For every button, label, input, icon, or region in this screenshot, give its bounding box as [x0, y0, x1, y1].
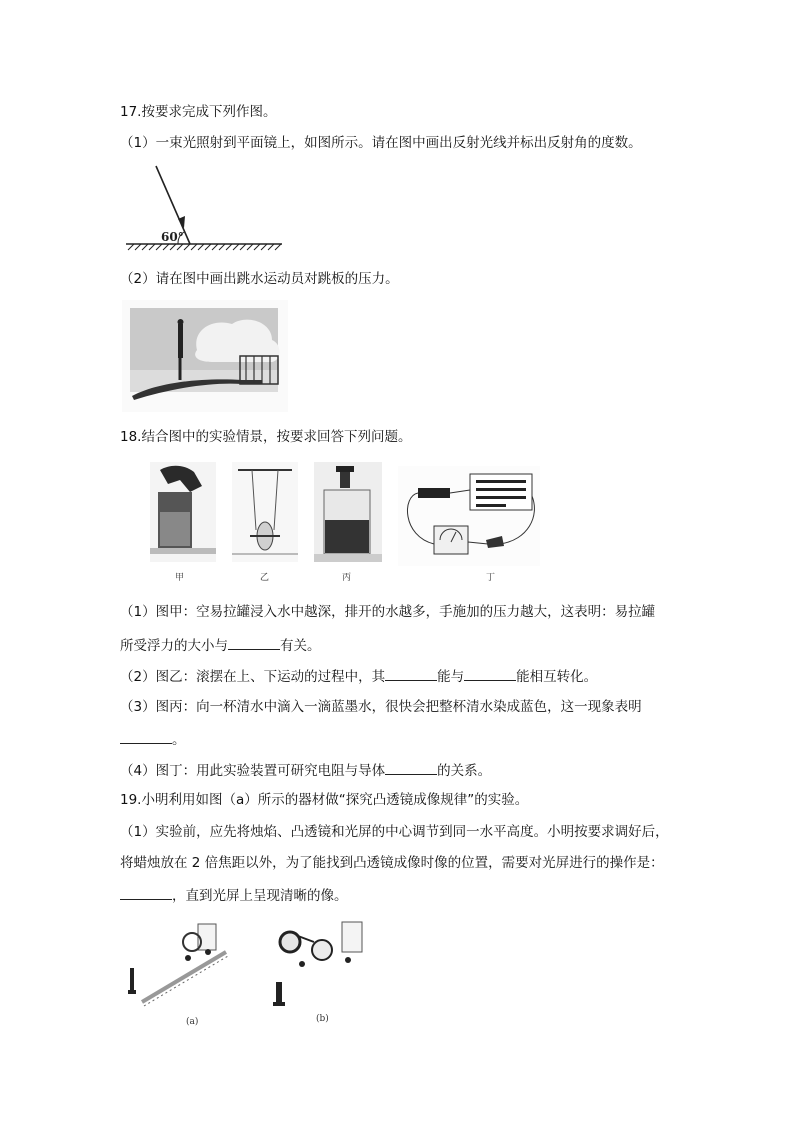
figure-yi-pendulum — [232, 462, 298, 562]
q18-part4-suffix: 的关系。 — [437, 763, 492, 779]
q17-title: 17.按要求完成下列作图。 — [120, 104, 277, 120]
answer-blank-6[interactable] — [120, 885, 172, 900]
answer-blank-2[interactable] — [385, 666, 437, 681]
answer-blank-3[interactable] — [464, 666, 516, 681]
mirror-reflection-figure — [126, 162, 286, 254]
q19-title: 19.小明利用如图（a）所示的器材做“探究凸透镜成像规律”的实验。 — [120, 792, 529, 808]
q18-part2-prefix: （2）图乙：滚摆在上、下运动的过程中，其 — [120, 669, 386, 685]
caption-bing: 丙 — [342, 573, 352, 583]
q18-part3-text: （3）图丙：向一杯清水中滴入一滴蓝墨水，很快会把整杯清水染成蓝色，这一现象表明 — [120, 699, 642, 715]
q18-part3-end: 。 — [172, 732, 186, 748]
caption-ding: 丁 — [486, 573, 496, 583]
caption-jia: 甲 — [175, 573, 185, 583]
answer-blank-4[interactable] — [120, 729, 172, 744]
answer-blank-5[interactable] — [385, 760, 437, 775]
q19-part1-suffix: ，直到光屏上呈现清晰的像。 — [172, 888, 348, 904]
q17-part2-text: （2）请在图中画出跳水运动员对跳板的压力。 — [120, 271, 399, 287]
q18-part2-text — [120, 666, 597, 686]
q18-part1-suffix: 有关。 — [280, 638, 321, 654]
figure-b-glasses — [262, 912, 370, 1028]
figure-a-optical-bench — [122, 912, 246, 1028]
q18-title: 18.结合图中的实验情景，按要求回答下列问题。 — [120, 429, 412, 445]
answer-blank-1[interactable] — [228, 635, 280, 650]
figure-jia-can — [150, 462, 216, 562]
q19-part1-end — [120, 885, 348, 905]
q19-part1-text: （1）实验前，应先将烛焰、凸透镜和光屏的中心调节到同一水平高度。小明按要求调好后， — [120, 824, 669, 840]
figure-bing-ink — [314, 462, 382, 562]
figure-ding-circuit — [398, 466, 540, 566]
q18-part1-prefix: 所受浮力的大小与 — [120, 638, 228, 654]
q18-part4-text — [120, 760, 491, 780]
q18-part2-middle: 能与 — [437, 669, 465, 685]
caption-yi: 乙 — [260, 573, 270, 583]
q18-part1-cont — [120, 635, 321, 655]
q18-part4-prefix: （4）图丁：用此实验装置可研究电阻与导体 — [120, 763, 386, 779]
q17-part1-text: （1）一束光照射到平面镜上，如图所示。请在图中画出反射光线并标出反射角的度数。 — [120, 135, 642, 151]
q19-part1-cont: 将蜡烛放在 2 倍焦距以外，为了能找到凸透镜成像时像的位置，需要对光屏进行的操作是： — [120, 855, 664, 871]
incidence-angle-label: 60° — [161, 230, 184, 244]
q18-part1-text: （1）图甲：空易拉罐浸入水中越深，排开的水越多，手施加的压力越大，这表明：易拉罐 — [120, 604, 656, 620]
diving-board-photo — [122, 300, 288, 412]
q18-part3-cont — [120, 729, 186, 749]
caption-fig-b: (b) — [316, 1014, 329, 1024]
q18-part2-suffix: 能相互转化。 — [516, 669, 598, 685]
caption-fig-a: (a) — [186, 1017, 199, 1027]
